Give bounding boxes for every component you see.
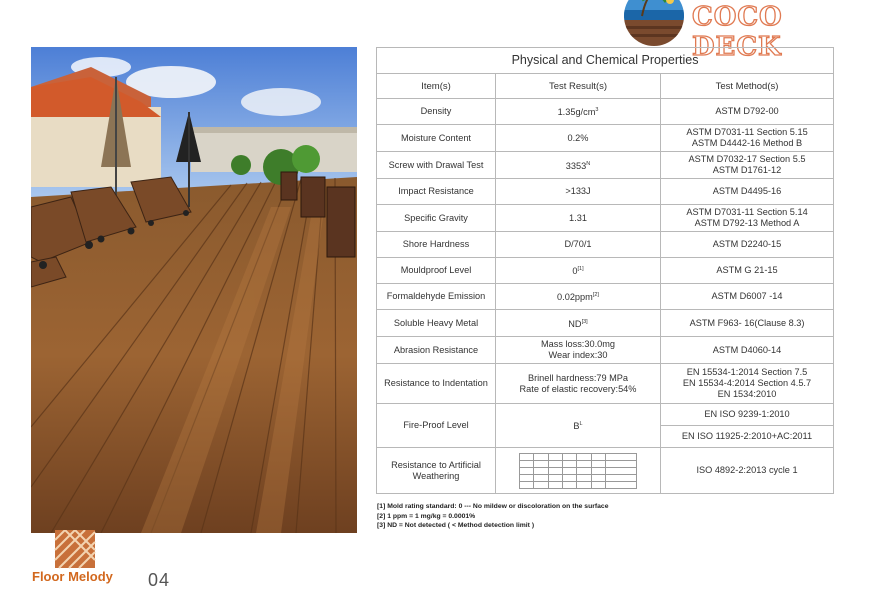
result-cell: D/70/1 [496,232,661,258]
result-cell: Brinell hardness:79 MPa Rate of elastic recovery:54% [496,364,661,404]
method-cell: ISO 4892-2:2013 cycle 1 [661,448,834,494]
result-cell: 1.31 [496,205,661,232]
item-cell: Screw with Drawal Test [377,152,496,179]
result-cell: $1.35g/cm^3$ [496,99,661,125]
table-row [377,125,834,152]
result-cell: ND[3] [496,310,661,337]
footnotes [377,502,837,531]
item-cell: Abrasion Resistance [377,337,496,364]
properties-table [376,47,834,494]
table-row [377,448,834,494]
item-cell: Resistance to Artificial Weathering [377,448,496,494]
table-row [377,232,834,258]
method-cell: EN ISO 11925-2:2010+AC:2011 [661,426,834,448]
method-cell: ASTM G 21-15 [661,258,834,284]
table-row [377,99,834,125]
item-cell: Mouldproof Level [377,258,496,284]
method-cell: ASTM D4495-16 [661,179,834,205]
item-cell: Impact Resistance [377,179,496,205]
table-row [377,258,834,284]
result-cell: 0.02ppm[2] [496,284,661,310]
header-methods: Test Method(s) [661,74,834,99]
table-row [377,364,834,404]
table-header-row [377,74,834,99]
method-cell: ASTM D4060-14 [661,337,834,364]
result-cell: 0[1] [496,258,661,284]
table-row [377,310,834,337]
table-title: Physical and Chemical Properties [377,48,834,74]
table-row [377,152,834,179]
floor-melody-wordmark: Floor Melody [32,569,113,584]
method-cell: ASTM D6007 -14 [661,284,834,310]
method-cell: ASTM F963- 16(Clause 8.3) [661,310,834,337]
deck-photo [31,47,357,533]
method-cell: ASTM D7031-11 Section 5.15 ASTM D4442-16 Method B [661,125,834,152]
table-row [377,205,834,232]
table-row [377,284,834,310]
weathering-thumbnail [519,453,637,489]
result-cell: Mass loss:30.0mg Wear index:30 [496,337,661,364]
result-cell: $3353^N$ [496,152,661,179]
item-cell: Shore Hardness [377,232,496,258]
result-cell: 0.2% [496,125,661,152]
item-cell: Specific Gravity [377,205,496,232]
method-cell: EN ISO 9239-1:2010 [661,404,834,426]
floor-melody-logo-icon [53,530,97,570]
header-items: Item(s) [377,74,496,99]
table-row [377,179,834,205]
item-cell: Resistance to Indentation [377,364,496,404]
brand-logo [622,0,869,62]
method-cell: ASTM D792-00 [661,99,834,125]
method-cell: EN 15534-1:2014 Section 7.5 EN 15534-4:2014 Section 4.5.7 EN 1534:2010 [661,364,834,404]
item-cell: Moisture Content [377,125,496,152]
table-row [377,337,834,364]
method-cell: ASTM D2240-15 [661,232,834,258]
footnote: [1] Mold rating standard: 0 --- No mildew or discoloration on the surface [377,503,609,510]
footnote: [2] 1 ppm = 1 mg/kg = 0.0001% [377,512,476,520]
page-number: 04 [148,570,171,590]
item-cell: Fire-Proof Level [377,404,496,448]
method-cell: ASTM D7031-11 Section 5.14 ASTM D792-13 Method A [661,205,834,232]
method-cell: ASTM D7032-17 Section 5.5 ASTM D1761-12 [661,152,834,179]
table-row [377,404,834,426]
coco-deck-emblem-icon [624,0,684,46]
header-results: Test Result(s) [496,74,661,99]
brand-name: COCO DECK [692,2,783,62]
result-cell: >133J [496,179,661,205]
properties-table-container [376,47,833,494]
item-cell: Soluble Heavy Metal [377,310,496,337]
item-cell: Formaldehyde Emission [377,284,496,310]
result-cell: $B^L$ [496,404,661,448]
item-cell: Density [377,99,496,125]
weathering-mini-table [496,448,661,494]
footnote: [3] ND = Not detected ( < Method detection limit ) [377,522,535,529]
